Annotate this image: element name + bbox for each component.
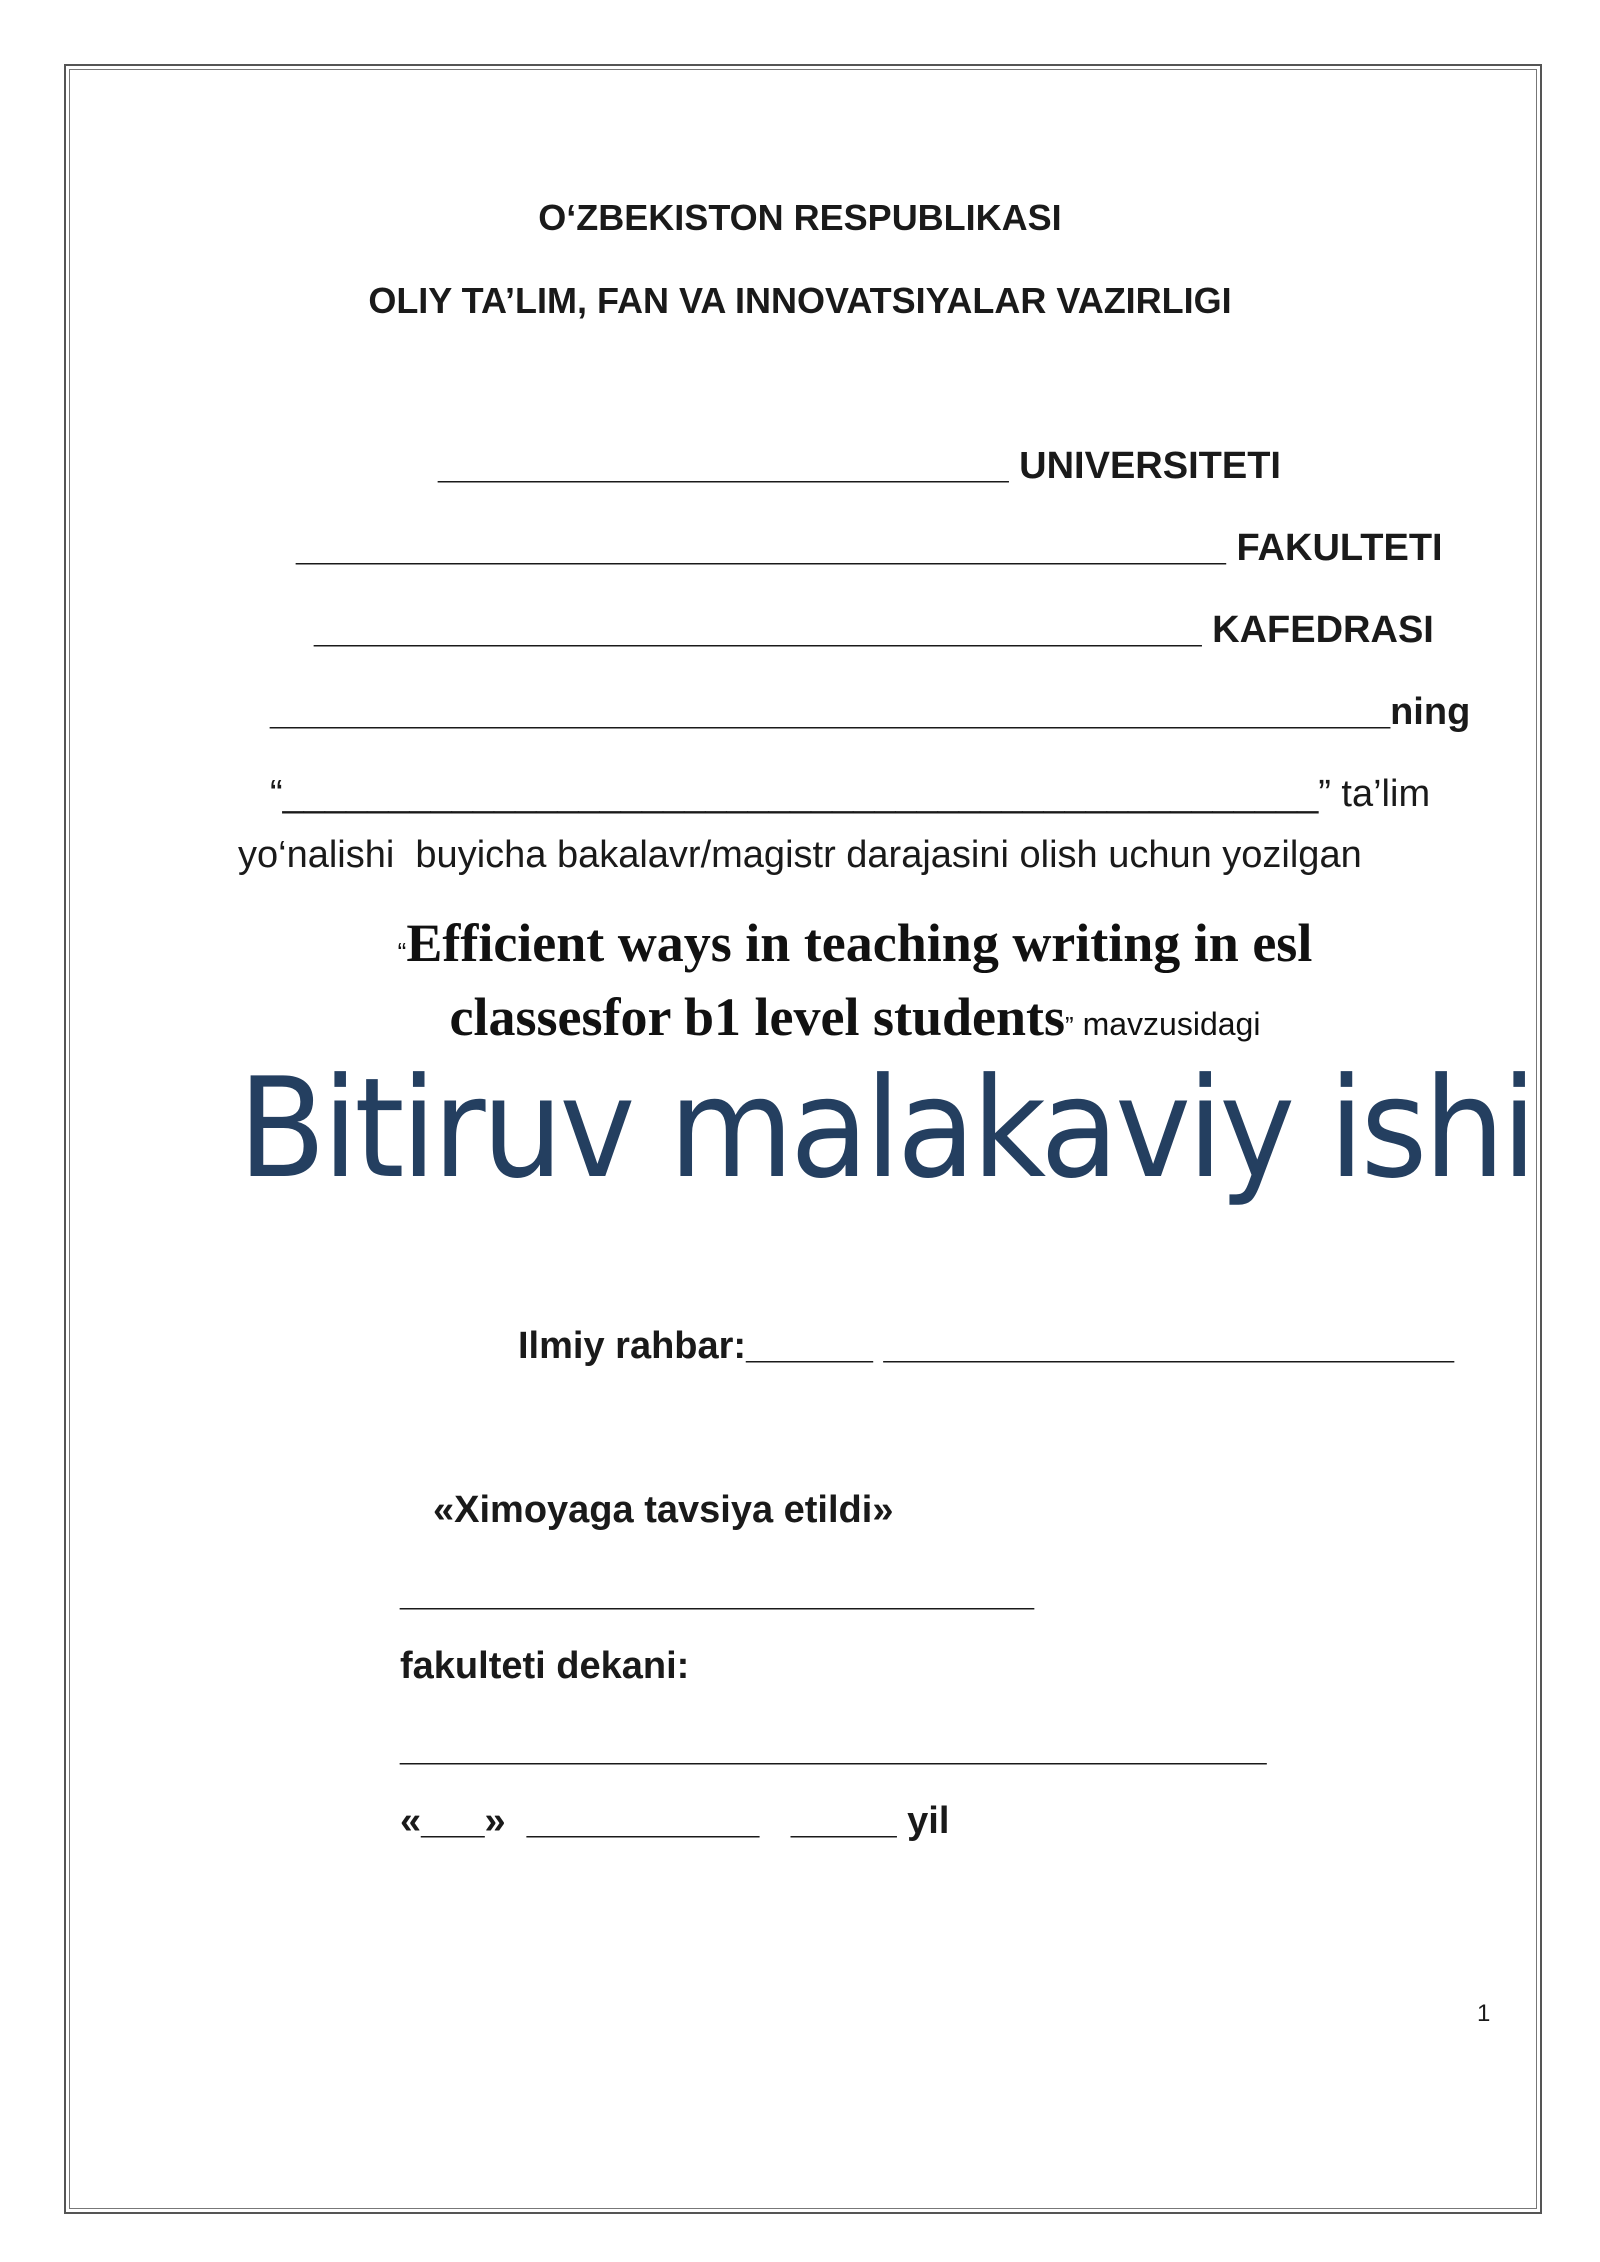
approval-blank-1: ______________________________	[400, 1572, 1035, 1614]
topic-title-line-1: Efficient ways in teaching writing in esl	[406, 913, 1313, 973]
department-line: __________________________________________ KAFEDRASI	[314, 609, 1434, 651]
supervisor-blanks: ______ ___________________________	[746, 1325, 1455, 1367]
document-type-title: Bitiruv malakaviy ishi	[238, 1048, 1534, 1209]
topic-close-quote: ”	[1065, 1011, 1074, 1041]
topic-open-quote: “	[397, 937, 407, 967]
topic-suffix: mavzusidagi	[1073, 1006, 1261, 1042]
purpose-line: yo‘nalishi buyicha bakalavr/magistr darajasini olish uchun yozilgan	[238, 834, 1362, 876]
supervisor-line	[518, 1327, 1454, 1365]
recommended-text: «Ximoyaga tavsiya etildi»	[433, 1489, 894, 1531]
topic-title-line-2: classesfor b1 level students	[449, 987, 1066, 1047]
topic-line-2	[0, 987, 1600, 1047]
supervisor-label: Ilmiy rahbar:	[518, 1325, 747, 1367]
page-number: 1	[1477, 2000, 1491, 2027]
direction-line: “_________________________________________________” ta’lim	[270, 773, 1431, 815]
country-heading: O‘ZBEKISTON RESPUBLIKASI	[538, 197, 1062, 238]
ministry-heading: OLIY TA’LIM, FAN VA INNOVATSIYALAR VAZIRLIGI	[368, 280, 1232, 321]
student-line: _____________________________________________________ning	[270, 691, 1471, 733]
faculty-line: ____________________________________________ FAKULTETI	[296, 527, 1443, 569]
date-line: «___» ___________ _____ yil	[400, 1800, 950, 1842]
topic-line-1	[0, 913, 1600, 973]
dean-label: fakulteti dekani:	[400, 1645, 690, 1687]
university-line: ___________________________ UNIVERSITETI	[438, 445, 1281, 487]
approval-blank-2: _________________________________________	[400, 1727, 1267, 1769]
